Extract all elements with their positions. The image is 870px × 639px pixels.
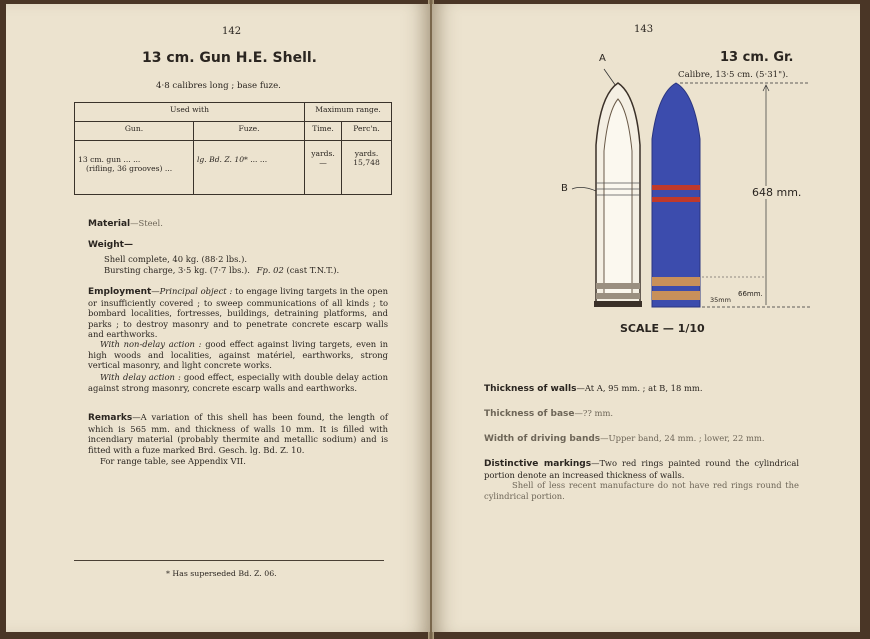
table-gun-line2: (rifling, 36 grooves) ...	[86, 164, 173, 173]
markings-paragraph	[484, 458, 799, 480]
walls-label: Thickness of walls	[484, 384, 577, 394]
section-driving-band-upper	[596, 283, 640, 289]
employment-principal: Principal object :	[159, 286, 233, 296]
leader-b	[572, 187, 596, 191]
table-header-used-with: Used with	[75, 103, 305, 122]
bands-line	[484, 433, 804, 445]
nondelay-paragraph	[88, 339, 388, 371]
table-col-fuze: Fuze.	[194, 122, 305, 141]
nondelay-text: good effect against living targets, even in high woods and localities, against matériel, earthworks, strong vertical masonry, and light concrete works.	[88, 339, 388, 371]
right-page-title: 13 cm. Gr.	[720, 50, 794, 65]
table-cell-perc	[342, 141, 392, 195]
table-gun-line1: 13 cm. gun ... ...	[78, 155, 141, 164]
material-label: Material	[88, 219, 131, 229]
scale-label: SCALE — 1/10	[620, 322, 705, 335]
table-cell-gun	[75, 141, 194, 195]
markings-note: Shell of less recent manufacture do not have red rings round the cylindrical portion.	[484, 480, 799, 501]
left-page	[6, 4, 430, 632]
delay-paragraph	[88, 372, 388, 393]
base-label: Thickness of base	[484, 409, 575, 419]
shell-usage-table	[74, 102, 392, 195]
driving-band-lower	[652, 291, 700, 300]
section-base	[594, 301, 642, 307]
weight-bursting: Bursting charge, 3·5 kg. (7·7 lbs.).	[104, 265, 250, 275]
walls-line	[484, 383, 804, 395]
table-perc-unit: yards.	[354, 149, 379, 158]
remarks-text: —A variation of this shell has been found, the length of which is 565 mm. and thickness of walls 10 mm. It is filled with incendiary material (probably thermite and metallic sodium) and is fitted with a fuze marked Brd. Gesch. lg. Bd. Z. 10.	[88, 412, 388, 455]
dim-66-label: 66mm.	[738, 290, 763, 298]
table-perc-value: 15,748	[353, 158, 380, 167]
shell-section-cavity	[604, 99, 632, 295]
table-cell-fuze: lg. Bd. Z. 10* ... ...	[194, 141, 305, 195]
bands-text: —Upper band, 24 mm. ; lower, 22 mm.	[600, 433, 765, 443]
employment-text: to engage living targets in the open or insufficiently covered ; to sweep communications of all kinds ; to bombard localities, fortresses, buildings, detraining platforms, and parks ; to destroy masonry and to penetrate concrete escarp walls and earthworks.	[88, 286, 388, 340]
table-row	[75, 141, 392, 195]
shell-exterior	[652, 83, 700, 307]
weight-explosive: Fp. 02	[256, 265, 284, 275]
left-page-title: 13 cm. Gun H.E. Shell.	[142, 50, 317, 66]
table-header-max-range: Maximum range.	[305, 103, 392, 122]
walls-text: —At A, 95 mm. ; at B, 18 mm.	[576, 383, 703, 393]
employment-label: Employment	[88, 287, 152, 297]
red-ring-2	[652, 197, 700, 202]
remarks-paragraph	[88, 412, 388, 455]
remarks-label: Remarks	[88, 413, 133, 423]
delay-text: good effect, especially with double delay action against strong masonry, concrete escarp walls and earthworks.	[88, 372, 388, 393]
calibre-text: Calibre, 13·5 cm. (5·31").	[678, 70, 789, 80]
base-text: —?? mm.	[574, 408, 614, 418]
left-page-subtitle: 4·8 calibres long ; base fuze.	[156, 81, 281, 91]
label-b: B	[561, 183, 568, 194]
material-line	[88, 218, 163, 230]
label-a: A	[599, 53, 606, 64]
weight-cast: (cast T.N.T.).	[286, 265, 340, 275]
markings-text: —Two red rings painted round the cylindrical portion denote an increased thickness of walls.	[484, 458, 800, 480]
weight-label: Weight—	[88, 240, 133, 250]
dim-35-label: 35mm	[710, 296, 731, 304]
table-col-time: Time.	[305, 122, 342, 141]
nondelay-label: With non-delay action :	[100, 339, 202, 349]
footnote: * Has superseded Bd. Z. 06.	[166, 569, 277, 578]
scale-value: 1/10	[677, 322, 705, 335]
weight-line2	[104, 265, 339, 276]
employment-dash: —	[151, 286, 160, 296]
employment-paragraph	[88, 286, 388, 340]
table-cell-time	[305, 141, 342, 195]
right-page-number: 143	[634, 24, 654, 35]
table-time-unit: yards.	[311, 149, 335, 158]
table-col-gun: Gun.	[75, 122, 194, 141]
driving-band-upper	[652, 277, 700, 286]
scale-text: SCALE	[620, 322, 660, 335]
footnote-rule	[74, 560, 384, 561]
left-page-number: 142	[222, 26, 242, 37]
delay-label: With delay action :	[100, 372, 181, 382]
red-ring-1	[652, 185, 700, 190]
markings-label: Distinctive markings	[484, 459, 592, 469]
section-driving-band-lower	[596, 293, 640, 299]
table-col-perc: Perc'n.	[342, 122, 392, 141]
base-line	[484, 408, 804, 420]
weight-line1: Shell complete, 40 kg. (88·2 lbs.).	[104, 254, 248, 264]
table-time-value: —	[319, 158, 327, 167]
dim-length-label: 648 mm.	[752, 186, 802, 199]
material-text: —Steel.	[130, 218, 163, 228]
range-table-note: For range table, see Appendix VII.	[100, 456, 246, 466]
bands-label: Width of driving bands	[484, 434, 601, 444]
